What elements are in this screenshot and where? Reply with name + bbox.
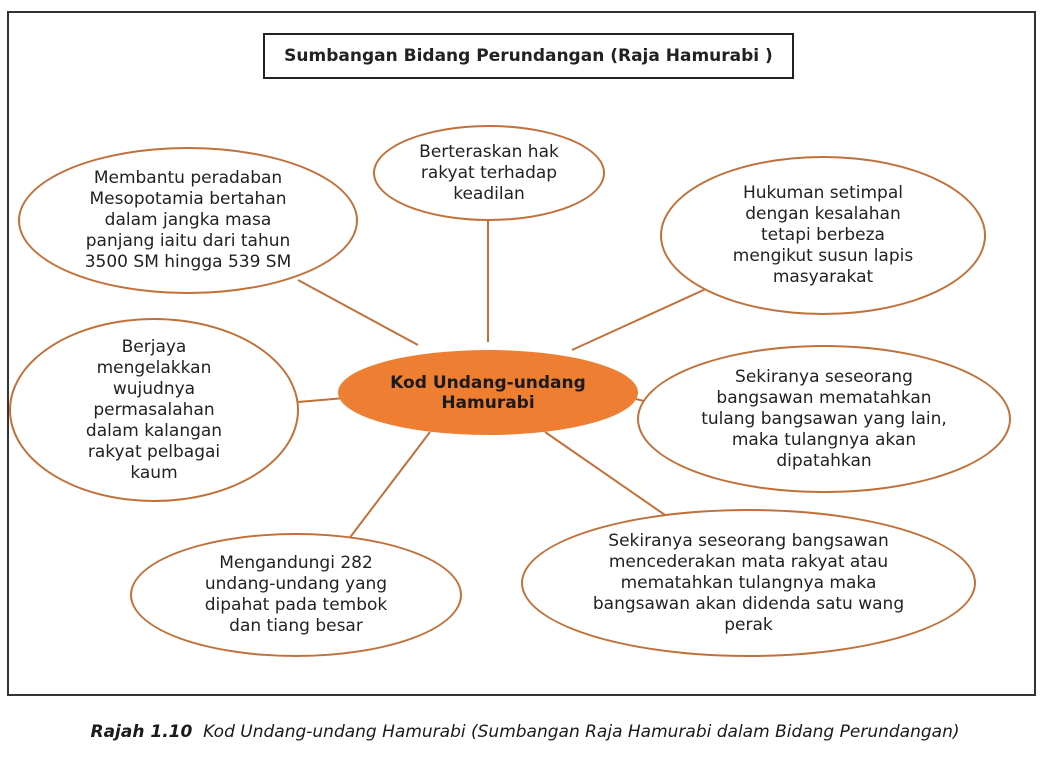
center-node-text: Kod Undang-undang Hamurabi <box>390 372 586 413</box>
node-bottom-right <box>521 509 976 657</box>
node-right-text: Sekiranya seseorang bangsawan mematahkan tulang bangsawan yang lain, maka tulangnya akan dipatahkan <box>701 366 947 471</box>
figure-caption <box>0 722 1050 742</box>
node-bottom-left <box>130 533 462 657</box>
center-node <box>338 350 638 435</box>
node-top-left-text: Membantu peradaban Mesopotamia bertahan dalam jangka masa panjang iaitu dari tahun 3500 SM hingga 539 SM <box>84 168 292 272</box>
node-top-left <box>18 147 358 294</box>
node-top <box>373 125 605 221</box>
node-top-right-text: Hukuman setimpal dengan kesalahan tetapi berbeza mengikut susun lapis masyarakat <box>732 183 914 287</box>
node-bottom-right-text: Sekiranya seseorang bangsawan mencederakan mata rakyat atau mematahkan tulangnya maka bangsawan akan didenda satu wang perak <box>592 530 905 635</box>
caption-label: Rajah 1.10 <box>90 722 193 742</box>
caption-text: Kod Undang-undang Hamurabi (Sumbangan Raja Hamurabi dalam Bidang Perundangan) <box>203 722 960 742</box>
node-left-text: Berjaya mengelakkan wujudnya permasalahan dalam kalangan rakyat pelbagai kaum <box>85 336 223 483</box>
connector-left <box>298 398 345 402</box>
connector-bottom-right <box>545 432 665 515</box>
node-top-right <box>660 156 986 315</box>
connector-top-right <box>572 288 708 350</box>
diagram-title: Sumbangan Bidang Perundangan (Raja Hamurabi ) <box>263 33 794 79</box>
node-right <box>637 345 1011 493</box>
connector-bottom-left <box>345 432 430 544</box>
connector-top-left <box>298 280 418 345</box>
node-bottom-left-text: Mengandungi 282 undang-undang yang dipahat pada tembok dan tiang besar <box>204 553 388 636</box>
node-left <box>9 318 299 502</box>
node-top-text: Berteraskan hak rakyat terhadap keadilan <box>419 141 559 204</box>
